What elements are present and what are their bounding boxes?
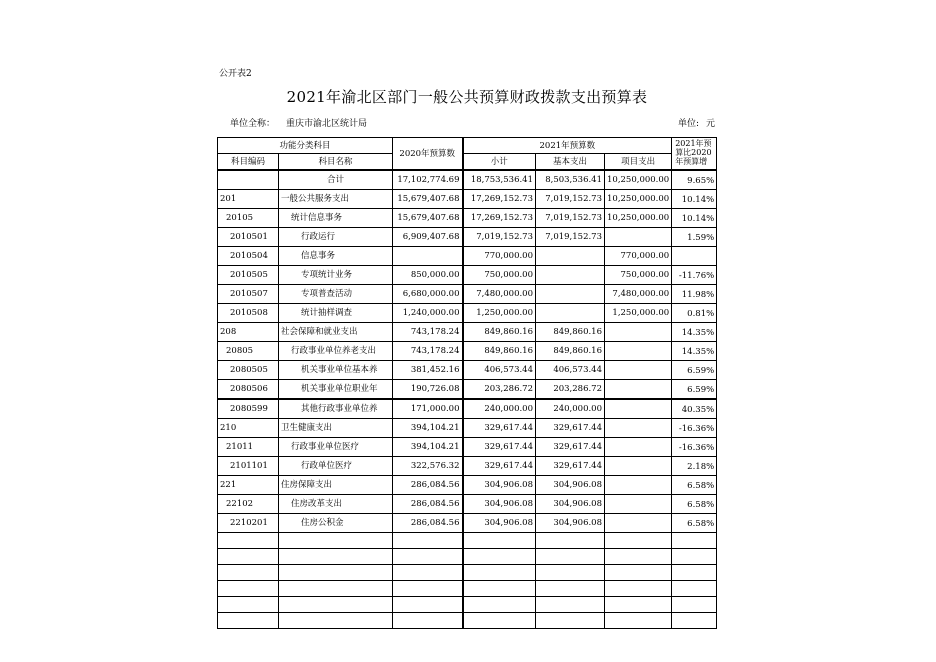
table-row — [218, 228, 717, 247]
cell-basic: 329,617.44 — [536, 457, 605, 476]
cell-code: 20105 — [218, 209, 279, 228]
cell-code: 2010508 — [218, 304, 279, 323]
empty-table-row — [218, 597, 717, 613]
cell-name: 统计抽样调查 — [279, 304, 393, 323]
cell-basic: 7,019,152.73 — [536, 190, 605, 209]
cell-subtotal: 17,269,152.73 — [463, 190, 536, 209]
empty-cell — [393, 597, 463, 613]
cell-name: 住房改革支出 — [279, 495, 393, 514]
cell-subtotal: 304,906.08 — [463, 476, 536, 495]
cell-project: 750,000.00 — [605, 266, 672, 285]
unit-value: 元 — [706, 119, 716, 129]
cell-basic — [536, 285, 605, 304]
cell-subtotal: 406,573.44 — [463, 361, 536, 380]
cell-budget-2020: 394,104.21 — [393, 419, 463, 438]
empty-cell — [218, 533, 279, 549]
cell-budget-2020 — [393, 247, 463, 266]
cell-basic — [536, 266, 605, 285]
cell-budget-2020: 743,178.24 — [393, 323, 463, 342]
header-name: 科目名称 — [279, 154, 393, 171]
cell-code: 22102 — [218, 495, 279, 514]
empty-cell — [393, 581, 463, 597]
table-row — [218, 495, 717, 514]
cell-subtotal: 240,000.00 — [463, 399, 536, 419]
cell-basic: 406,573.44 — [536, 361, 605, 380]
cell-budget-2020: 394,104.21 — [393, 438, 463, 457]
cell-ratio — [672, 247, 717, 266]
cell-subtotal: 304,906.08 — [463, 514, 536, 533]
cell-budget-2020: 190,726.08 — [393, 380, 463, 400]
cell-subtotal: 7,019,152.73 — [463, 228, 536, 247]
table-row — [218, 266, 717, 285]
cell-basic: 329,617.44 — [536, 438, 605, 457]
empty-cell — [463, 549, 536, 565]
cell-code: 210 — [218, 419, 279, 438]
cell-project: 10,250,000.00 — [605, 170, 672, 190]
cell-ratio: 2.18% — [672, 457, 717, 476]
cell-name: 行政单位医疗 — [279, 457, 393, 476]
cell-name: 专项普查活动 — [279, 285, 393, 304]
cell-subtotal: 750,000.00 — [463, 266, 536, 285]
cell-name: 一般公共服务支出 — [279, 190, 393, 209]
cell-ratio: 11.98% — [672, 285, 717, 304]
cell-ratio: 6.59% — [672, 361, 717, 380]
cell-code: 208 — [218, 323, 279, 342]
empty-cell — [218, 549, 279, 565]
unit-full-label: 单位全称： — [230, 119, 276, 129]
cell-ratio: 14.35% — [672, 323, 717, 342]
table-row — [218, 380, 717, 400]
empty-table-row — [218, 565, 717, 581]
cell-ratio: -16.36% — [672, 419, 717, 438]
table-row — [218, 457, 717, 476]
cell-name: 其他行政事业单位养 — [279, 399, 393, 419]
empty-cell — [218, 565, 279, 581]
cell-budget-2020: 286,084.56 — [393, 514, 463, 533]
empty-cell — [536, 613, 605, 629]
budget-table — [217, 137, 717, 629]
empty-cell — [672, 597, 717, 613]
cell-project: 770,000.00 — [605, 247, 672, 266]
header-code: 科目编码 — [218, 154, 279, 171]
cell-ratio: 0.81% — [672, 304, 717, 323]
table-row — [218, 361, 717, 380]
cell-subtotal: 329,617.44 — [463, 419, 536, 438]
cell-project — [605, 457, 672, 476]
empty-cell — [605, 613, 672, 629]
cell-subtotal: 849,860.16 — [463, 342, 536, 361]
cell-ratio: 1.59% — [672, 228, 717, 247]
cell-project — [605, 361, 672, 380]
empty-cell — [672, 613, 717, 629]
table-row — [218, 247, 717, 266]
empty-cell — [536, 597, 605, 613]
empty-cell — [536, 549, 605, 565]
cell-code: 2101101 — [218, 457, 279, 476]
empty-cell — [605, 533, 672, 549]
cell-ratio: 6.58% — [672, 514, 717, 533]
table-row — [218, 304, 717, 323]
cell-project — [605, 495, 672, 514]
empty-table-row — [218, 613, 717, 629]
cell-budget-2020: 15,679,407.68 — [393, 190, 463, 209]
empty-table-row — [218, 533, 717, 549]
cell-ratio: 6.58% — [672, 495, 717, 514]
cell-project — [605, 228, 672, 247]
cell-basic: 240,000.00 — [536, 399, 605, 419]
cell-ratio: 40.35% — [672, 399, 717, 419]
empty-cell — [218, 581, 279, 597]
cell-name: 行政运行 — [279, 228, 393, 247]
empty-cell — [463, 613, 536, 629]
header-ratio: 2021年预算比2020年预算增 — [672, 138, 717, 171]
cell-basic: 849,860.16 — [536, 342, 605, 361]
cell-ratio: -16.36% — [672, 438, 717, 457]
cell-budget-2020: 322,576.32 — [393, 457, 463, 476]
cell-name: 机关事业单位基本养 — [279, 361, 393, 380]
cell-name: 行政事业单位医疗 — [279, 438, 393, 457]
header-func-category: 功能分类科目 — [218, 138, 393, 154]
empty-cell — [463, 581, 536, 597]
empty-table-row — [218, 549, 717, 565]
empty-cell — [672, 581, 717, 597]
empty-cell — [463, 533, 536, 549]
empty-cell — [393, 613, 463, 629]
cell-project — [605, 476, 672, 495]
cell-project — [605, 323, 672, 342]
cell-budget-2020: 286,084.56 — [393, 495, 463, 514]
header-budget-2020: 2020年预算数 — [393, 138, 463, 171]
empty-cell — [218, 613, 279, 629]
page-title: 2021年渝北区部门一般公共预算财政拨款支出预算表 — [286, 88, 648, 106]
cell-code: 2010507 — [218, 285, 279, 304]
cell-code: 2010505 — [218, 266, 279, 285]
header-budget-2021: 2021年预算数 — [463, 138, 672, 154]
cell-basic — [536, 247, 605, 266]
cell-project — [605, 399, 672, 419]
cell-budget-2020: 381,452.16 — [393, 361, 463, 380]
table-row — [218, 342, 717, 361]
cell-ratio: 6.59% — [672, 380, 717, 400]
header-project: 项目支出 — [605, 154, 672, 171]
cell-project — [605, 380, 672, 400]
cell-code: 20805 — [218, 342, 279, 361]
cell-subtotal: 1,250,000.00 — [463, 304, 536, 323]
cell-ratio: 10.14% — [672, 190, 717, 209]
empty-cell — [536, 565, 605, 581]
unit-full-value: 重庆市渝北区统计局 — [286, 119, 368, 129]
table-row — [218, 323, 717, 342]
unit-label: 单位: — [678, 119, 700, 129]
empty-cell — [536, 581, 605, 597]
cell-subtotal: 849,860.16 — [463, 323, 536, 342]
cell-budget-2020: 286,084.56 — [393, 476, 463, 495]
empty-cell — [393, 549, 463, 565]
cell-budget-2020: 850,000.00 — [393, 266, 463, 285]
doc-label: 公开表2 — [219, 69, 252, 79]
cell-subtotal: 304,906.08 — [463, 495, 536, 514]
cell-ratio: 6.58% — [672, 476, 717, 495]
cell-name: 信息事务 — [279, 247, 393, 266]
empty-cell — [279, 597, 393, 613]
cell-basic: 203,286.72 — [536, 380, 605, 400]
empty-cell — [279, 581, 393, 597]
cell-basic: 304,906.08 — [536, 476, 605, 495]
empty-cell — [536, 533, 605, 549]
cell-ratio: 10.14% — [672, 209, 717, 228]
empty-cell — [605, 581, 672, 597]
cell-project — [605, 438, 672, 457]
cell-subtotal: 329,617.44 — [463, 438, 536, 457]
empty-cell — [672, 533, 717, 549]
cell-basic: 7,019,152.73 — [536, 228, 605, 247]
empty-cell — [463, 597, 536, 613]
empty-cell — [279, 533, 393, 549]
cell-basic — [536, 304, 605, 323]
cell-budget-2020: 15,679,407.68 — [393, 209, 463, 228]
table-row — [218, 285, 717, 304]
cell-project: 10,250,000.00 — [605, 209, 672, 228]
cell-code: 2210201 — [218, 514, 279, 533]
cell-name: 社会保障和就业支出 — [279, 323, 393, 342]
cell-subtotal: 770,000.00 — [463, 247, 536, 266]
cell-subtotal: 17,269,152.73 — [463, 209, 536, 228]
cell-subtotal: 203,286.72 — [463, 380, 536, 400]
cell-code: 2080506 — [218, 380, 279, 400]
cell-project: 10,250,000.00 — [605, 190, 672, 209]
table-row — [218, 209, 717, 228]
table-row — [218, 476, 717, 495]
cell-name: 行政事业单位养老支出 — [279, 342, 393, 361]
cell-project — [605, 514, 672, 533]
empty-cell — [279, 565, 393, 581]
cell-name: 住房公积金 — [279, 514, 393, 533]
empty-cell — [279, 613, 393, 629]
cell-subtotal: 18,753,536.41 — [463, 170, 536, 190]
cell-ratio: -11.76% — [672, 266, 717, 285]
cell-project: 1,250,000.00 — [605, 304, 672, 323]
cell-basic: 7,019,152.73 — [536, 209, 605, 228]
empty-cell — [605, 549, 672, 565]
cell-budget-2020: 1,240,000.00 — [393, 304, 463, 323]
cell-budget-2020: 171,000.00 — [393, 399, 463, 419]
header-subtotal: 小计 — [463, 154, 536, 171]
header-basic: 基本支出 — [536, 154, 605, 171]
empty-cell — [605, 565, 672, 581]
cell-code: 221 — [218, 476, 279, 495]
empty-table-row — [218, 581, 717, 597]
cell-budget-2020: 17,102,774.69 — [393, 170, 463, 190]
empty-cell — [218, 597, 279, 613]
cell-ratio: 9.65% — [672, 170, 717, 190]
cell-project — [605, 342, 672, 361]
cell-budget-2020: 6,909,407.68 — [393, 228, 463, 247]
cell-code: 2010501 — [218, 228, 279, 247]
table-row — [218, 399, 717, 419]
cell-code: 201 — [218, 190, 279, 209]
cell-name: 机关事业单位职业年 — [279, 380, 393, 400]
cell-basic: 329,617.44 — [536, 419, 605, 438]
empty-cell — [605, 597, 672, 613]
cell-basic: 8,503,536.41 — [536, 170, 605, 190]
empty-cell — [672, 549, 717, 565]
empty-cell — [393, 533, 463, 549]
cell-name: 住房保障支出 — [279, 476, 393, 495]
cell-code — [218, 170, 279, 190]
table-row — [218, 419, 717, 438]
cell-subtotal: 7,480,000.00 — [463, 285, 536, 304]
empty-cell — [393, 565, 463, 581]
cell-budget-2020: 6,680,000.00 — [393, 285, 463, 304]
cell-code: 2010504 — [218, 247, 279, 266]
cell-budget-2020: 743,178.24 — [393, 342, 463, 361]
empty-cell — [279, 549, 393, 565]
cell-ratio: 14.35% — [672, 342, 717, 361]
cell-name: 合计 — [279, 170, 393, 190]
cell-name: 卫生健康支出 — [279, 419, 393, 438]
cell-subtotal: 329,617.44 — [463, 457, 536, 476]
cell-code: 21011 — [218, 438, 279, 457]
cell-project — [605, 419, 672, 438]
cell-project: 7,480,000.00 — [605, 285, 672, 304]
budget-table-body — [218, 170, 717, 629]
cell-code: 2080505 — [218, 361, 279, 380]
empty-cell — [672, 565, 717, 581]
table-row — [218, 170, 717, 190]
cell-name: 专项统计业务 — [279, 266, 393, 285]
cell-name: 统计信息事务 — [279, 209, 393, 228]
table-row — [218, 438, 717, 457]
cell-basic: 304,906.08 — [536, 495, 605, 514]
cell-basic: 849,860.16 — [536, 323, 605, 342]
table-row — [218, 514, 717, 533]
table-row — [218, 190, 717, 209]
cell-code: 2080599 — [218, 399, 279, 419]
cell-basic: 304,906.08 — [536, 514, 605, 533]
empty-cell — [463, 565, 536, 581]
